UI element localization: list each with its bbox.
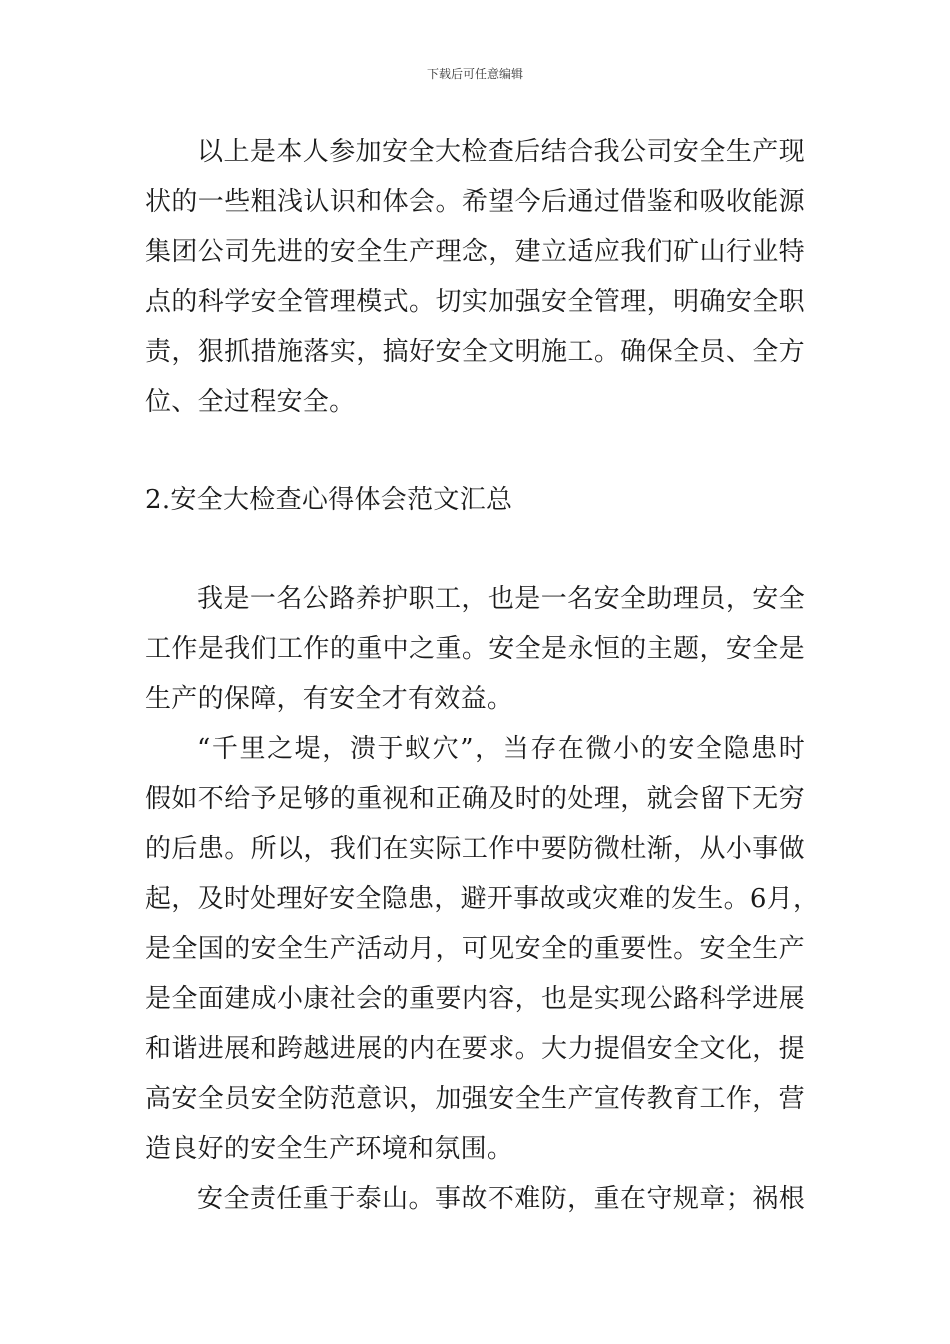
paragraph-1-line-3: 集团公司先进的安全生产理念，建立适应我们矿山行业特 [145,237,805,267]
paragraph-3-line-8: 高安全员安全防范意识，加强安全生产宣传教育工作，营 [145,1084,805,1114]
paragraph-3-line-2: 假如不给予足够的重视和正确及时的处理，就会留下无穷 [145,784,805,814]
paragraph-3-line-3: 的后患。所以，我们在实际工作中要防微杜渐，从小事做 [145,834,805,864]
paragraph-1-line-6: 位、全过程安全。 [145,387,356,417]
section-heading: 2.安全大检查心得体会范文汇总 [145,485,513,515]
paragraph-2-line-1: 我是一名公路养护职工，也是一名安全助理员，安全 [197,584,805,614]
paragraph-3-line-9: 造良好的安全生产环境和氛围。 [145,1134,514,1164]
paragraph-4-line-1: 安全责任重于泰山。事故不难防，重在守规章；祸根 [197,1184,805,1214]
paragraph-2-line-2: 工作是我们工作的重中之重。安全是永恒的主题，安全是 [145,634,805,664]
paragraph-1-line-5: 责，狠抓措施落实，搞好安全文明施工。确保全员、全方 [145,337,805,367]
paragraph-1-line-1: 以上是本人参加安全大检查后结合我公司安全生产现 [197,137,805,167]
paragraph-3-line-5: 是全国的安全生产活动月，可见安全的重要性。安全生产 [145,934,805,964]
paragraph-1-line-2: 状的一些粗浅认识和体会。希望今后通过借鉴和吸收能源 [145,187,805,217]
paragraph-1-line-4: 点的科学安全管理模式。切实加强安全管理，明确安全职 [145,287,805,317]
paragraph-3-line-1: “千里之堤，溃于蚁穴”，当存在微小的安全隐患时 [197,734,805,764]
paragraph-3-line-7: 和谐进展和跨越进展的内在要求。大力提倡安全文化，提 [145,1034,805,1064]
paragraph-3-line-6: 是全面建成小康社会的重要内容，也是实现公路科学进展 [145,984,805,1014]
paragraph-2-line-3: 生产的保障，有安全才有效益。 [145,684,514,714]
paragraph-3-line-4: 起，及时处理好安全隐患，避开事故或灾难的发生。6月， [145,884,820,914]
page-header: 下载后可任意编辑 [426,67,523,81]
